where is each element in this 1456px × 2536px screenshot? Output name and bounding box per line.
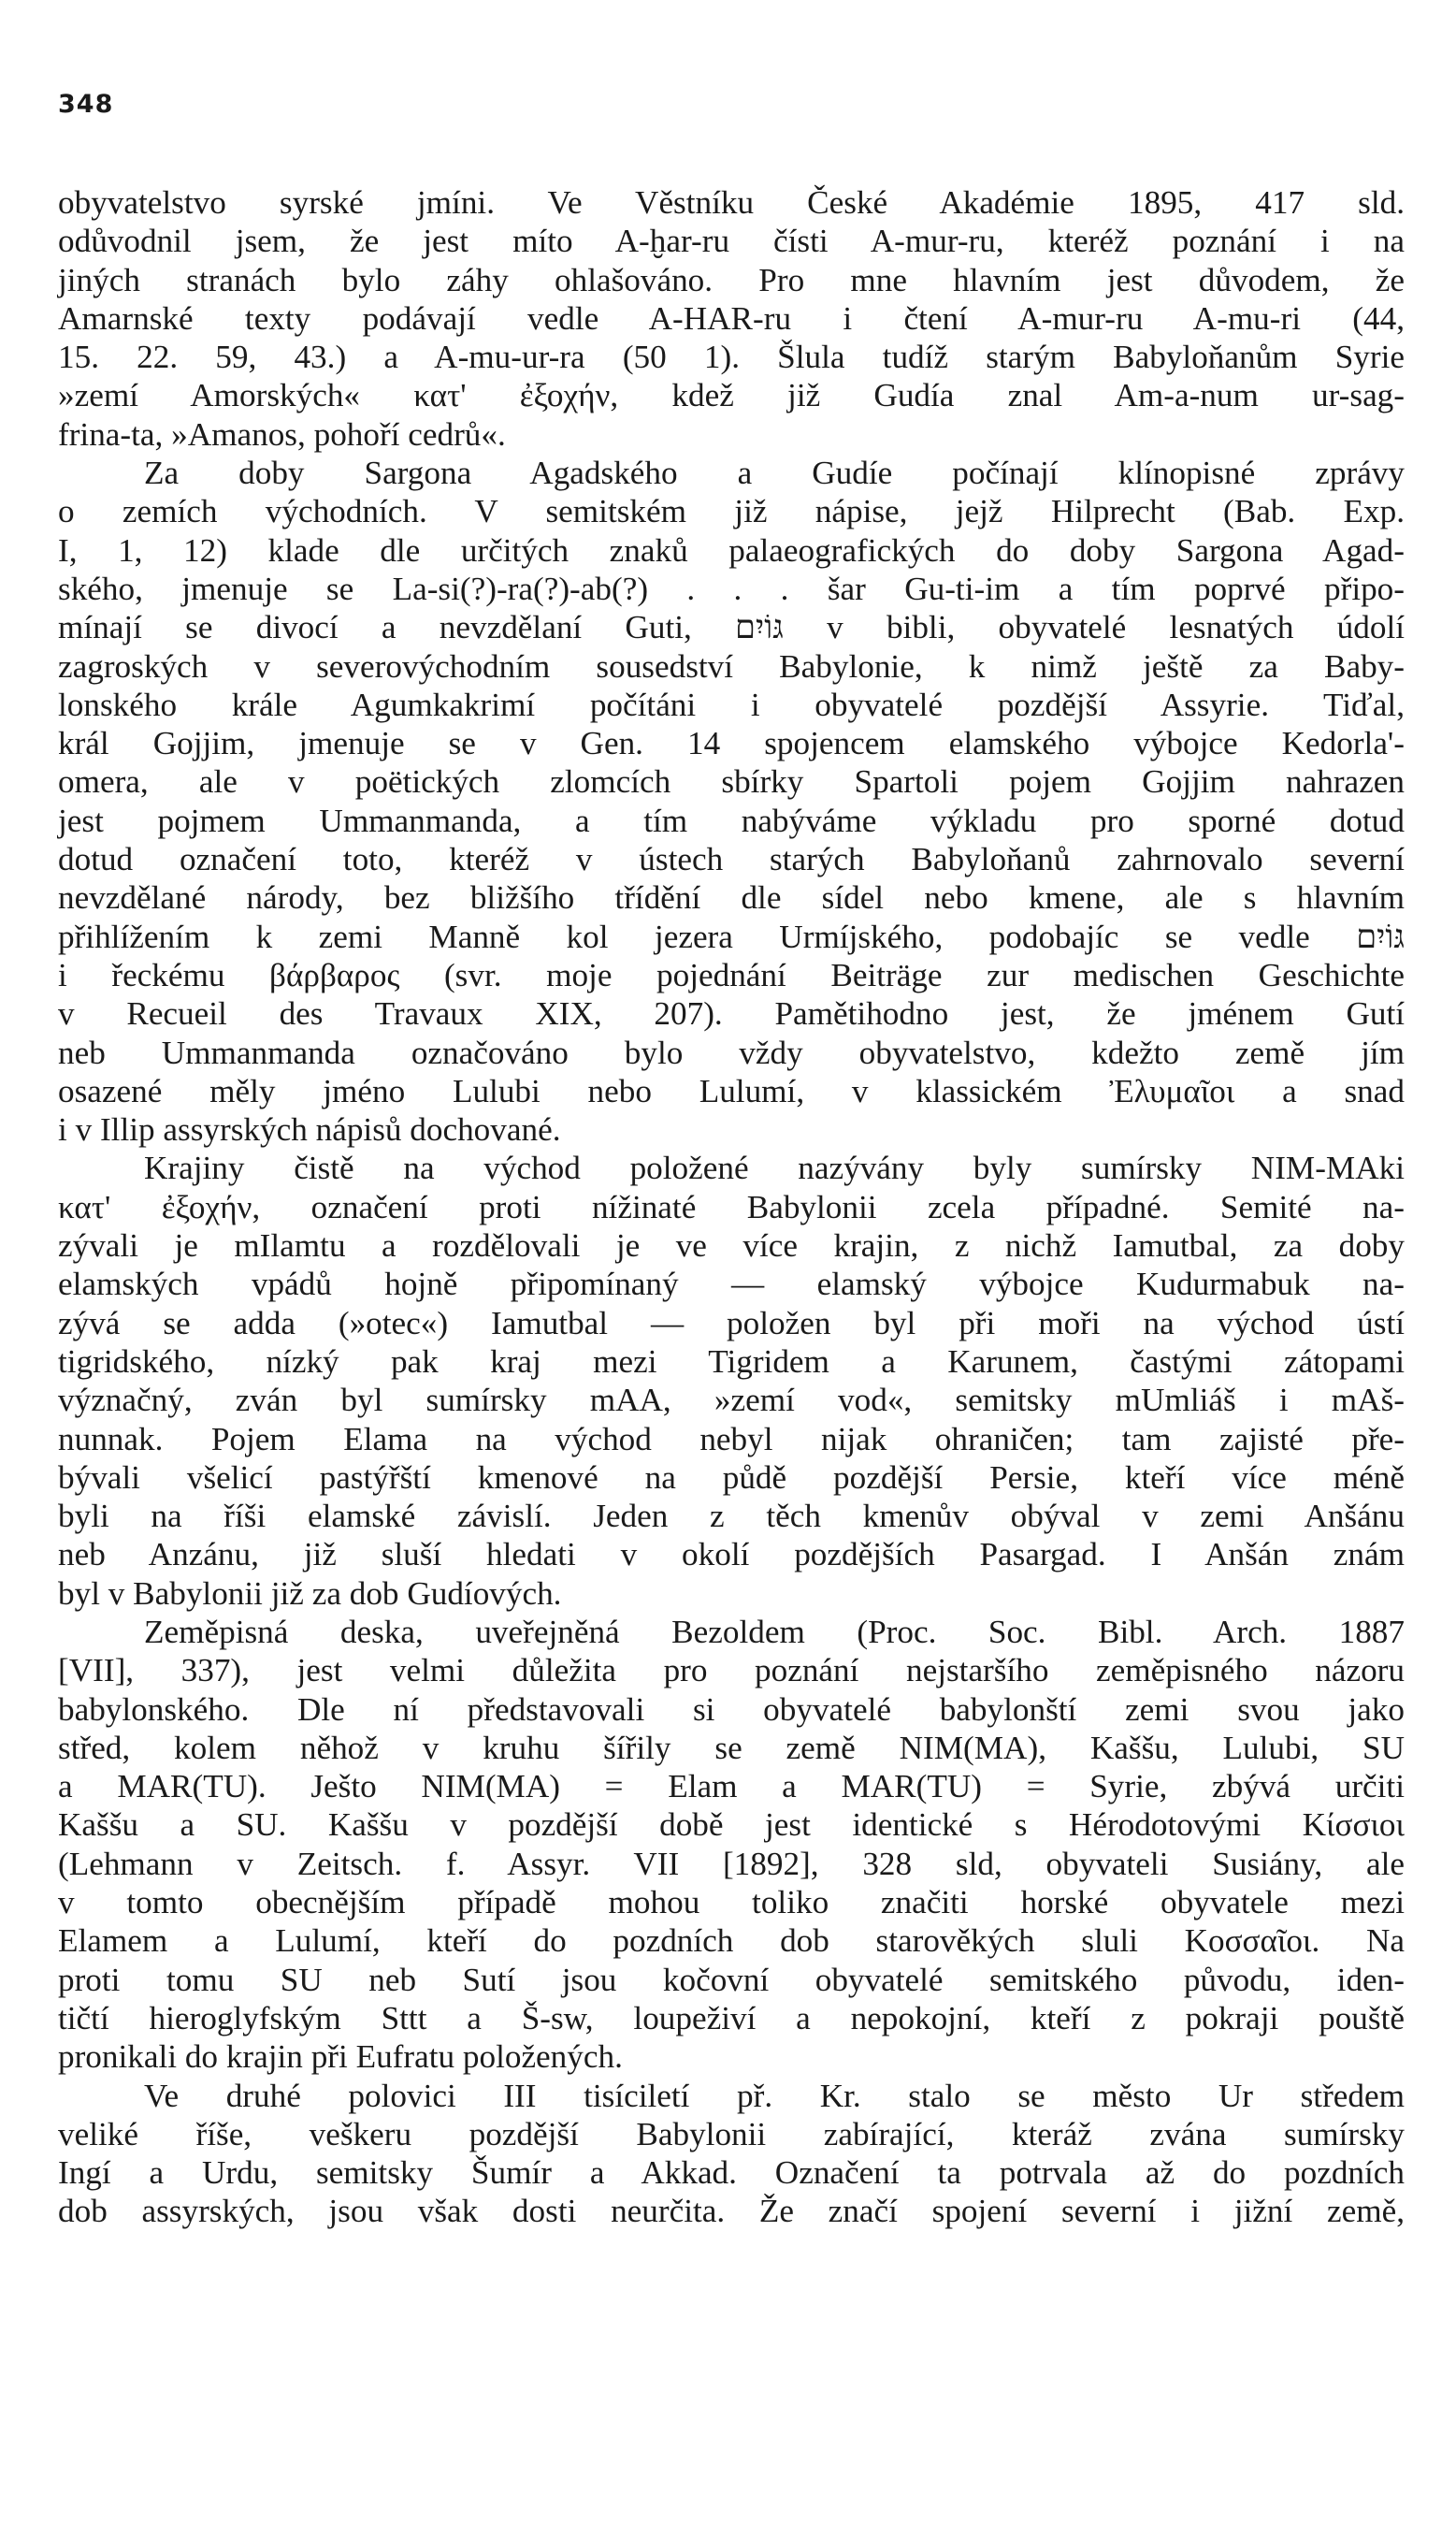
text-line: osazené měly jméno Lulubi nebo Lulumí, v klassickém Ἐλυμαῖοι a snad	[58, 1072, 1405, 1109]
text-line: proti tomu SU neb Sutí jsou kočovní obyvatelé semitského původu, iden-	[58, 1961, 1405, 1998]
text-line: jest pojmem Ummanmanda, a tím nabýváme výkladu pro sporné dotud	[58, 802, 1405, 839]
text-line: tigridského, nízký pak kraj mezi Tigridem a Karunem, častými zátopami	[58, 1342, 1405, 1380]
text-line: odůvodnil jsem, že jest míto A-ḫar-ru čísti A-mur-ru, kteréž poznání i na	[58, 223, 1405, 260]
text-line: zagroských v severovýchodním sousedství Babylonie, k nimž ještě za Baby-	[58, 647, 1405, 685]
text-line: (Lehmann v Zeitsch. f. Assyr. VII [1892], 328 sld, obyvateli Susiány, ale	[58, 1845, 1405, 1882]
text-line: Zeměpisná deska, uveřejněná Bezoldem (Proc. Soc. Bibl. Arch. 1887	[144, 1613, 1405, 1650]
text-line: babylonského. Dle ní představovali si obyvatelé babylonští zemi svou jako	[58, 1690, 1405, 1728]
text-line: jiných stranách bylo záhy ohlašováno. Pro mne hlavním jest důvodem, že	[58, 261, 1405, 298]
text-line: omera, ale v poëtických zlomcích sbírky Spartoli pojem Gojjim nahrazen	[58, 763, 1405, 801]
text-line: v tomto obecnějším případě mohou toliko značiti horské obyvatele mezi	[58, 1884, 1405, 1921]
text-line: veliké říše, veškeru pozdější Babylonii zabírající, kteráž zvána sumírsky	[58, 2115, 1405, 2152]
text-line: zývá se adda (»otec«) Iamutbal — položen byl při moři na východ ústí	[58, 1304, 1405, 1341]
page-number: 348	[58, 90, 114, 119]
text-line: obyvatelstvo syrské jmíni. Ve Věstníku České Akadémie 1895, 417 sld.	[58, 184, 1405, 221]
text-line: byl v Babylonii již za dob Gudíových.	[58, 1574, 562, 1612]
text-line: I, 1, 12) klade dle určitých znaků palaeografických do doby Sargona Agad-	[58, 531, 1405, 569]
text-line: přihlížením k zemi Manně kol jezera Urmíjského, podobajíc se vedle גּוֹיִם	[58, 918, 1405, 955]
text-line: dotud označení toto, kteréž v ústech starých Babyloňanů zahrnovalo severní	[58, 841, 1405, 878]
text-line: i v Illip assyrských nápisů dochované.	[58, 1111, 561, 1149]
text-line: Ingí a Urdu, semitsky Šumír a Akkad. Označení ta potrvala až do pozdních	[58, 2154, 1405, 2192]
text-line: i řeckému βάρβαρος (svr. moje pojednání Beiträge zur medischen Geschichte	[58, 956, 1405, 993]
text-line: Elamem a Lulumí, kteří do pozdních dob starověkých sluli Κοσσαῖοι. Na	[58, 1922, 1405, 1960]
text-line: 15. 22. 59, 43.) a A-mu-ur-ra (50 1). Šlula tudíž starým Babyloňanům Syrie	[58, 339, 1405, 376]
text-line: nunnak. Pojem Elama na východ nebyl nijak ohraničen; tam zajisté pře-	[58, 1420, 1405, 1457]
text-line: neb Ummanmanda označováno bylo vždy obyvatelstvo, kdežto země jím	[58, 1034, 1405, 1071]
text-line: bývali všelicí pastýřští kmenové na půdě pozdější Persie, kteří více méně	[58, 1458, 1405, 1496]
text-line: Za doby Sargona Agadského a Gudíe počínají klínopisné zprávy	[144, 455, 1405, 492]
text-line: elamských vpádů hojně připomínaný — elamský výbojce Kudurmabuk na-	[58, 1266, 1405, 1303]
text-line: neb Anzánu, již sluší hledati v okolí pozdějších Pasargad. I Anšán znám	[58, 1536, 1405, 1573]
text-line: pronikali do krajin při Eufratu položených.	[58, 2038, 623, 2076]
body-text	[58, 183, 1405, 2231]
text-line: »zemí Amorských« κατ' ἐξοχήν, kdež již Gudía znal Am-a-num ur-sag-	[58, 377, 1405, 414]
text-line: o zemích východních. V semitském již nápise, jejž Hilprecht (Bab. Exp.	[58, 493, 1405, 530]
text-line: κατ' ἐξοχήν, označení proti nížinaté Babylonii zcela případné. Semité na-	[58, 1188, 1405, 1225]
text-line: mínají se divocí a nevzdělaní Guti, גּוֹיִם v bibli, obyvatelé lesnatých údolí	[58, 609, 1406, 646]
text-line: Krajiny čistě na východ položené nazývány byly sumírsky NIM-MAki	[144, 1150, 1405, 1187]
text-line: [VII], 337), jest velmi důležita pro poznání nejstaršího zeměpisného názoru	[58, 1652, 1405, 1689]
text-line: střed, kolem něhož v kruhu šířily se země NIM(MA), Kaššu, Lulubi, SU	[58, 1729, 1405, 1766]
text-line: nevzdělané národy, bez bližšího třídění dle sídel nebo kmene, ale s hlavním	[58, 879, 1405, 917]
text-line: Amarnské texty podávají vedle A-HAR-ru i čtení A-mur-ru A-mu-ri (44,	[58, 299, 1405, 337]
text-line: frina-ta, »Amanos, pohoří cedrů«.	[58, 415, 506, 453]
text-line: tičtí hieroglyfským Sttt a Š-sw, loupeživí a nepokojní, kteří z pokraji pouště	[58, 1999, 1405, 2036]
text-line: Ve druhé polovici III tisíciletí př. Kr. stalo se město Ur středem	[144, 2077, 1405, 2114]
text-line: ského, jmenuje se La-si(?)-ra(?)-ab(?) . . . šar Gu-ti-im a tím poprvé připo-	[58, 570, 1405, 607]
text-line: král Gojjim, jmenuje se v Gen. 14 spojencem elamského výbojce Kedorla'-	[58, 725, 1405, 762]
text-line: lonského krále Agumkakrimí počítáni i obyvatelé pozdější Assyrie. Tiďal,	[58, 686, 1405, 723]
text-line: zývali je mIlamtu a rozdělovali je ve více krajin, z nichž Iamutbal, za doby	[58, 1227, 1405, 1265]
text-line: dob assyrských, jsou však dosti neurčita. Že značí spojení severní i jižní země,	[58, 2193, 1405, 2230]
text-line: Kaššu a SU. Kaššu v pozdější době jest identické s Hérodotovými Κίσσιοι	[58, 1806, 1405, 1844]
text-line: v Recueil des Travaux XIX, 207). Pamětihodno jest, že jménem Gutí	[58, 995, 1405, 1033]
text-line: byli na říši elamské závislí. Jeden z těch kmenův obýval v zemi Anšánu	[58, 1498, 1405, 1535]
text-line: význačný, zván byl sumírsky mAA, »zemí vod«, semitsky mUmliáš i mAš-	[58, 1382, 1405, 1419]
text-line: a MAR(TU). Ješto NIM(MA) = Elam a MAR(TU) = Syrie, zbývá určiti	[58, 1768, 1405, 1805]
